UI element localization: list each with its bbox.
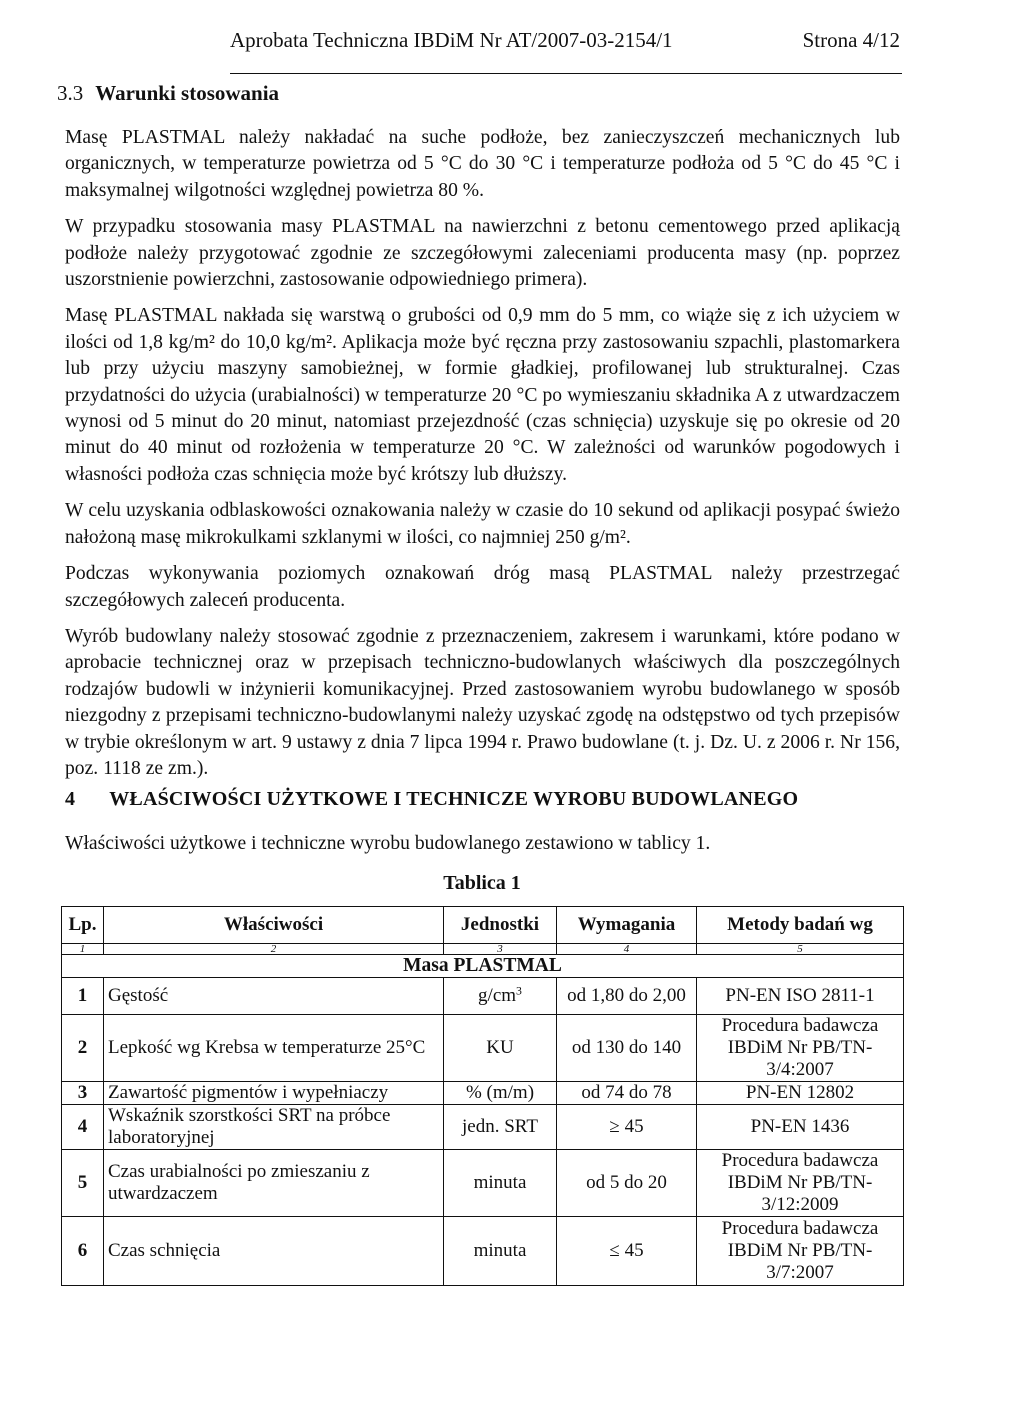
requirement-cell: od 5 do 20 [557, 1150, 697, 1217]
table-group-row [62, 955, 904, 978]
requirement-cell: od 130 do 140 [557, 1015, 697, 1082]
column-number: 2 [104, 944, 444, 955]
unit-cell: minuta [444, 1150, 557, 1217]
row-number: 5 [62, 1150, 104, 1217]
page-header [230, 28, 900, 53]
table-row [62, 1217, 904, 1286]
unit-cell [444, 978, 557, 1015]
table-caption: Tablica 1 [443, 872, 521, 894]
table-row [62, 1082, 904, 1105]
unit-superscript: 3 [516, 984, 522, 998]
table-row [62, 978, 904, 1015]
row-number: 4 [62, 1105, 104, 1150]
section-title: WŁAŚCIWOŚCI UŻYTKOWE I TECHNICZE WYROBU BUDOWLANEGO [109, 788, 799, 810]
properties-table [61, 906, 904, 1286]
method-cell: Procedura badawcza IBDiM Nr PB/TN-3/7:2007 [697, 1217, 904, 1286]
property-cell: Czas urabialności po zmieszaniu z utwardzaczem [104, 1150, 444, 1217]
paragraph: Wyrób budowlany należy stosować zgodnie z przeznaczeniem, zakresem i warunkami, które podano w aprobacie technicznej oraz w przepisach techniczno-budowlanych właściwych dla poszczególnych rodzajów budowli w inżynierii komunikacyjnej. Przed zastosowaniem wyrobu budowlanego w sposób niezgodny z przepisami techniczno-budowlanymi należy uzyskać zgodę na odstępstwo od tych przepisów w trybie określonym w art. 9 ustawy z dnia 7 lipca 1994 r. Prawo budowlane (t. j. Dz. U. z 2006 r. Nr 156, poz. 1118 ze zm.). [65, 625, 900, 779]
unit-text: g/cm [478, 985, 517, 1006]
unit-cell: minuta [444, 1217, 557, 1286]
section-number: 4 [65, 788, 76, 810]
table-row [62, 1105, 904, 1150]
column-number: 4 [557, 944, 697, 955]
unit-cell: % (m/m) [444, 1082, 557, 1105]
property-cell: Gęstość [104, 978, 444, 1015]
row-number: 2 [62, 1015, 104, 1082]
header-divider [230, 73, 902, 74]
column-header: Metody badań wg [697, 907, 904, 944]
row-number: 1 [62, 978, 104, 1015]
method-cell: PN-EN ISO 2811-1 [697, 978, 904, 1015]
table-header-row [62, 907, 904, 944]
column-header: Właściwości [104, 907, 444, 944]
paragraph: W przypadku stosowania masy PLASTMAL na nawierzchni z betonu cementowego przed aplikacją podłoże należy przygotować zgodnie ze szczegółowymi zaleceniami producenta masy (np. poprzez uszorstnienie powierzchni, zastosowanie odpowiedniego primera). [65, 216, 900, 291]
method-cell: Procedura badawcza IBDiM Nr PB/TN-3/4:2007 [697, 1015, 904, 1082]
group-label: Masa PLASTMAL [62, 955, 904, 978]
section-heading-4 [65, 788, 798, 811]
column-header: Wymagania [557, 907, 697, 944]
section-intro: Właściwości użytkowe i techniczne wyrobu budowlanego zestawiono w tablicy 1. [65, 833, 711, 854]
property-cell: Lepkość wg Krebsa w temperaturze 25°C [104, 1015, 444, 1082]
column-header: Lp. [62, 907, 104, 944]
column-number-row [62, 944, 904, 955]
section-body [65, 125, 900, 792]
requirement-cell: ≤ 45 [557, 1217, 697, 1286]
section-number: 3.3 [57, 81, 84, 105]
property-cell: Czas schnięcia [104, 1217, 444, 1286]
table-row [62, 1150, 904, 1217]
column-number: 3 [444, 944, 557, 955]
requirement-cell: ≥ 45 [557, 1105, 697, 1150]
document-title: Aprobata Techniczna IBDiM Nr AT/2007-03-2154/1 [230, 28, 673, 52]
row-number: 6 [62, 1217, 104, 1286]
column-number: 5 [697, 944, 904, 955]
requirement-cell: od 1,80 do 2,00 [557, 978, 697, 1015]
method-cell: PN-EN 1436 [697, 1105, 904, 1150]
requirement-cell: od 74 do 78 [557, 1082, 697, 1105]
method-cell: PN-EN 12802 [697, 1082, 904, 1105]
row-number: 3 [62, 1082, 104, 1105]
property-cell: Zawartość pigmentów i wypełniaczy [104, 1082, 444, 1105]
unit-cell: jedn. SRT [444, 1105, 557, 1150]
page-number: Strona 4/12 [802, 28, 900, 52]
method-cell: Procedura badawcza IBDiM Nr PB/TN-3/12:2009 [697, 1150, 904, 1217]
paragraph: Podczas wykonywania poziomych oznakowań dróg masą PLASTMAL należy przestrzegać szczegółowych zaleceń producenta. [65, 563, 900, 611]
paragraph: W celu uzyskania odblaskowości oznakowania należy w czasie do 10 sekund od aplikacji posypać świeżo nałożoną masę mikrokulkami szklanymi w ilości, co najmniej 250 g/m². [65, 500, 900, 548]
table-row [62, 1015, 904, 1082]
paragraph: Masę PLASTMAL nakłada się warstwą o grubości od 0,9 mm do 5 mm, co wiąże się z ich użyciem w ilości od 1,8 kg/m² do 10,0 kg/m². Aplikacja może być ręczna przy zastosowaniu szpachli, plastomarkera lub przy użyciu maszyny samobieżnej, w formie gładkiej, profilowanej lub strukturalnej. Czas przydatności do użycia (urabialności) w temperaturze 20 °C po wymieszaniu składnika A z utwardzaczem wynosi od 5 minut do 20 minut, natomiast przejezdność (czas schnięcia) uzyskuje się po okresie od 20 minut do 40 minut od rozłożenia w temperaturze 20 °C. W zależności od warunków pogodowych i własności podłoża czas schnięcia może być krótszy lub dłuższy. [65, 305, 900, 485]
property-cell: Wskaźnik szorstkości SRT na próbce laboratoryjnej [104, 1105, 444, 1150]
column-number: 1 [62, 944, 104, 955]
unit-cell: KU [444, 1015, 557, 1082]
section-heading-3-3 [57, 81, 279, 106]
column-header: Jednostki [444, 907, 557, 944]
section-title: Warunki stosowania [95, 81, 280, 105]
paragraph: Masę PLASTMAL należy nakładać na suche podłoże, bez zanieczyszczeń mechanicznych lub organicznych, w temperaturze powietrza od 5 °C do 30 °C i temperaturze podłoża od 5 °C do 45 °C i maksymalnej wilgotności względnej powietrza 80 %. [65, 127, 900, 201]
